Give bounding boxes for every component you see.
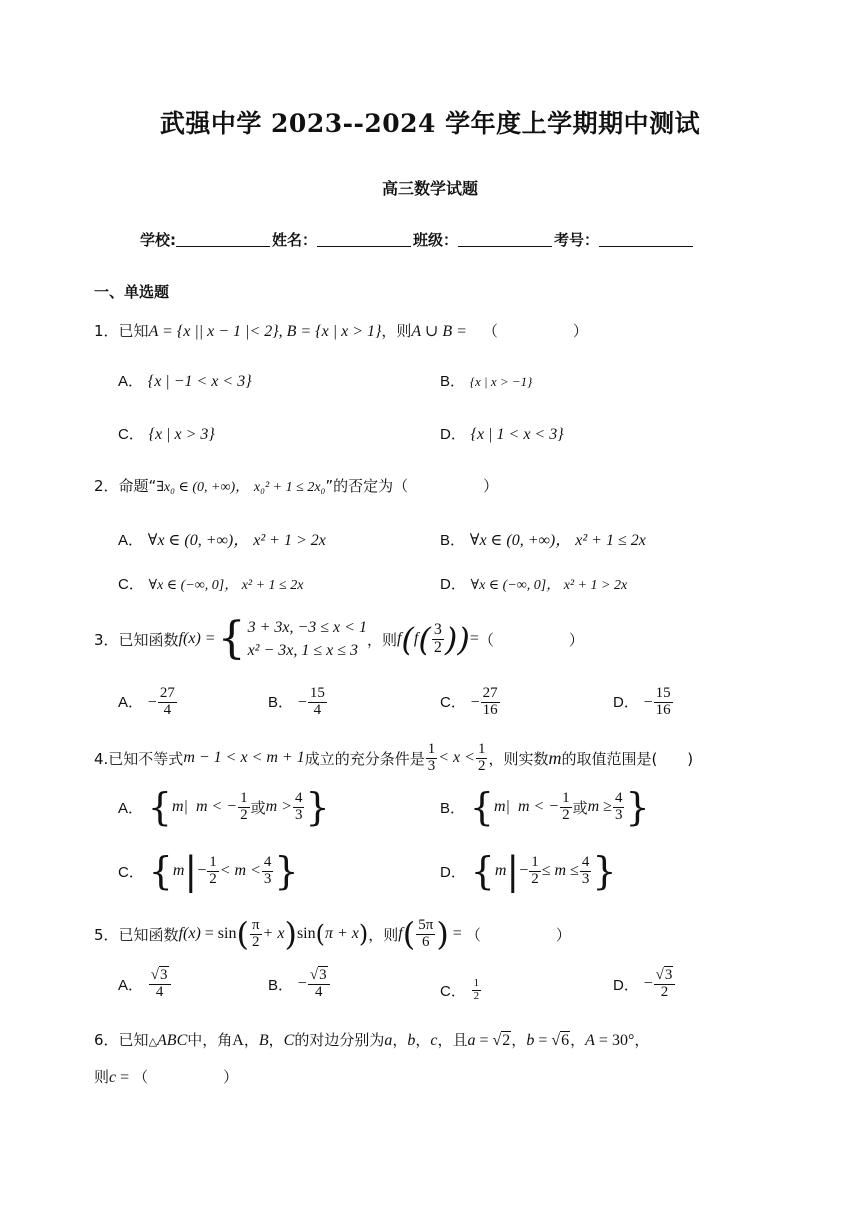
frac-den: 4	[163, 701, 172, 718]
question-2-stem	[94, 475, 498, 496]
frac-num: 15	[309, 685, 325, 701]
q1-option-b[interactable]	[440, 370, 532, 391]
frac-den: 2	[473, 989, 480, 1002]
q4-part1: 4.已知不等式	[94, 749, 184, 768]
q3-option-b[interactable]: B． − $\frac{15}{4}$	[268, 685, 325, 718]
q4-option-c[interactable]: C． { m | − $\frac{1}{2}$ < m < $\frac{4}{3}$ }	[118, 849, 299, 893]
option-label: D．	[613, 693, 639, 711]
school-blank[interactable]	[176, 231, 270, 247]
q3-cases	[248, 616, 367, 662]
school-label: 学校:	[140, 231, 176, 249]
option-label: B．	[440, 532, 466, 549]
q3-composite: f(f( $\frac{3}{2}$ ))	[396, 620, 470, 659]
q3-prefix: 已知函数	[118, 630, 179, 649]
frac-num: 27	[482, 685, 498, 701]
name-blank[interactable]	[317, 231, 411, 247]
q4-option-b[interactable]: B． { m| m < − $\frac{1}{2}$ 或 m ≥ $\frac{4}{3}$ }	[440, 785, 650, 829]
option-label: A．	[118, 693, 144, 711]
q4-option-a[interactable]: A． { m| m < − $\frac{1}{2}$ 或 m > $\frac{4}{3}$ }	[118, 785, 330, 829]
question-5-stem: 5． 已知函数 f(x) = sin ( $\frac{\pi}{2}$ + x ) sin ( π + x ) ，则 f ( $\frac{5\pi}{6}$ ) = （ ）	[94, 915, 571, 954]
q2-option-a[interactable]	[118, 527, 326, 550]
option-text: {x | x > 3}	[148, 426, 215, 443]
option-label: A．	[118, 532, 144, 549]
q4-option-d[interactable]: D． { m | − $\frac{1}{2}$ ≤ m ≤ $\frac{4}{3}$ }	[440, 849, 617, 893]
option-label: B．	[268, 693, 294, 711]
q3-option-d[interactable]: D． − $\frac{15}{16}$	[613, 685, 671, 718]
q2-prefix: 命题“	[118, 477, 157, 495]
question-4-stem: 4.已知不等式 m − 1 < x < m + 1 成立的充分条件是 $\frac{1}{3}$ < x < $\frac{1}{2}$ ，则实数 m 的取值范围是( )	[94, 741, 694, 774]
class-label: 班级：	[413, 231, 459, 249]
q3-mid: ，则	[366, 630, 397, 649]
q4-part3: ，则实数	[488, 749, 549, 768]
q1-answer-paren: （ ）	[482, 322, 588, 340]
frac-num: 15	[655, 685, 671, 701]
option-label: C．	[118, 426, 144, 443]
q5-number: 5．	[94, 925, 119, 944]
q6-number: 6．	[94, 1031, 119, 1049]
q6-part3: 的对边分别为	[294, 1031, 385, 1049]
q1-option-a[interactable]	[118, 370, 252, 391]
number-blank[interactable]	[599, 231, 693, 247]
exam-subtitle: 高三数学试题	[381, 179, 478, 198]
option-text: ∀x ∈ (−∞, 0]， x² + 1 > 2x	[470, 578, 628, 593]
number-label: 考号：	[554, 231, 600, 249]
option-label: D．	[440, 426, 466, 443]
frac-den: 16	[655, 701, 671, 718]
or-word: 或	[572, 798, 588, 817]
frac-den: 4	[313, 701, 322, 718]
or-word: 或	[250, 798, 266, 817]
option-label: B．	[440, 799, 466, 817]
frac-num: 27	[159, 685, 175, 701]
frac-den: 16	[482, 701, 498, 718]
q3-option-a[interactable]: A． − $\frac{27}{4}$	[118, 685, 175, 718]
question-3-stem: 3． 已知函数 f(x) = { 3 + 3x, −3 ≤ x < 1 x² − 3x, 1 ≤ x ≤ 3 ，则 f(f( $\frac{3}{2}$ )) = （ ）	[94, 613, 584, 665]
option-label: C．	[118, 863, 144, 881]
q6-part4: ，且	[437, 1031, 468, 1049]
option-label: A．	[118, 799, 144, 817]
q3-case2: x² − 3x, 1 ≤ x ≤ 3	[247, 642, 359, 660]
q3-case1: 3 + 3x, −3 ≤ x < 1	[247, 619, 367, 636]
q2-number: 2．	[94, 477, 119, 495]
option-label: D．	[440, 576, 466, 593]
option-text: ∀x ∈ (−∞, 0]， x² + 1 ≤ 2x	[148, 578, 304, 593]
q1-sets: A = {x || x − 1 |< 2}, B = {x | x > 1}	[148, 323, 382, 340]
q1-prefix: 已知	[118, 322, 149, 340]
question-1-stem	[94, 320, 588, 341]
option-label: D．	[440, 863, 466, 881]
option-text: {x | 1 < x < 3}	[470, 426, 564, 443]
q4-part2: 成立的充分条件是	[304, 749, 425, 768]
q5-option-a[interactable]: A． $\frac{√3}{4}$	[118, 968, 172, 1001]
q1-union: A ∪ B =	[411, 323, 467, 340]
frac-num: 1	[473, 977, 480, 989]
q1-option-d[interactable]	[440, 423, 564, 444]
option-label: D．	[613, 976, 639, 994]
exam-title: 武强中学 2023--2024 学年度上学期期中测试	[159, 109, 701, 138]
q6-part2: 中，角	[187, 1031, 233, 1049]
student-info-row	[140, 229, 695, 250]
question-6-stem-line2: 则c = （ ）	[94, 1068, 239, 1086]
q2-option-b[interactable]	[440, 527, 646, 550]
section-heading: 一、单选题	[94, 283, 170, 301]
q5-option-d[interactable]: D． − $\frac{√3}{2}$	[613, 968, 676, 1001]
q6-part1: 已知	[118, 1031, 149, 1049]
option-label: B．	[268, 976, 294, 994]
option-text: {x | −1 < x < 3}	[147, 373, 252, 390]
q5-option-c[interactable]	[440, 978, 482, 1002]
option-label: C．	[440, 982, 466, 1000]
q2-math1: ∃x₀ ∈ (0, +∞)，	[156, 480, 250, 495]
option-text: ∀x ∈ (0, +∞)， x² + 1 ≤ 2x	[469, 532, 646, 549]
q3-fx: f(x) =	[178, 630, 216, 648]
q2-suffix: ”的否定为（ ）	[325, 477, 499, 495]
q4-inequality: m − 1 < x < m + 1	[183, 749, 305, 767]
option-label: C．	[440, 693, 466, 711]
q3-option-c[interactable]: C． − $\frac{27}{16}$	[440, 685, 498, 718]
name-label: 姓名：	[272, 231, 318, 249]
q3-answer-paren: （ ）	[478, 630, 584, 649]
q4-part4: 的取值范围是( )	[561, 749, 694, 768]
q1-mid: ，则	[381, 322, 412, 340]
q2-math2: x₀² + 1 ≤ 2x₀	[253, 480, 326, 495]
q5-answer-paren: （ ）	[465, 925, 571, 944]
class-blank[interactable]	[458, 231, 552, 247]
option-label: A．	[118, 373, 144, 390]
option-label: B．	[440, 373, 466, 390]
q1-number: 1．	[94, 322, 119, 340]
q5-mid: ，则	[368, 925, 399, 944]
q2-option-d[interactable]	[440, 573, 627, 594]
option-text: {x | x > −1}	[469, 374, 533, 389]
q3-number: 3．	[94, 630, 119, 649]
q3-brace: {	[217, 613, 246, 665]
q6-answer-paren: （ ）	[133, 1068, 239, 1086]
q5-prefix: 已知函数	[118, 925, 179, 944]
option-label: C．	[118, 576, 144, 593]
q1-option-c[interactable]	[118, 423, 215, 444]
q5-option-b[interactable]: B． − $\frac{√3}{4}$	[268, 968, 331, 1001]
q6-then: 则	[94, 1068, 110, 1086]
option-text: ∀x ∈ (0, +∞)， x² + 1 > 2x	[147, 532, 326, 549]
question-6-stem: 6．已知△ABC中，角A，B，C的对边分别为a，b，c，且a = √2，b = √6，A = 30°，	[94, 1031, 650, 1049]
q2-option-c[interactable]	[118, 573, 303, 594]
option-label: A．	[118, 976, 144, 994]
